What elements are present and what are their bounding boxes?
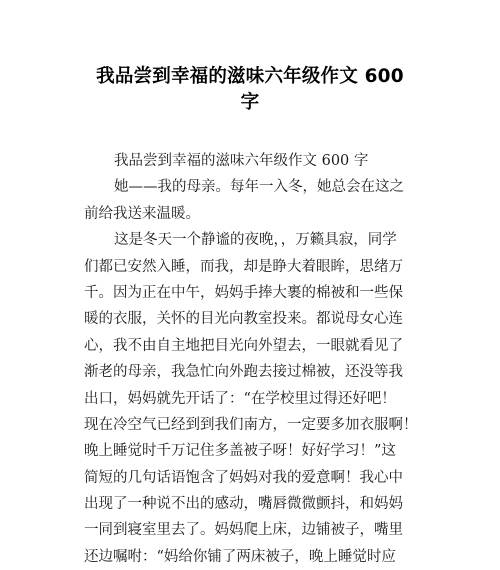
body-line: 我品尝到幸福的滋味六年级作文 600 字 bbox=[114, 153, 369, 169]
body-line: 晚上睡觉时千万记住多盖被子呀！好好学习！”这 bbox=[84, 443, 396, 460]
article-body bbox=[84, 148, 420, 570]
body-line: 出现了一种说不出的感动，嘴唇微微颤抖，和妈妈 bbox=[84, 496, 403, 513]
body-line: 现在冷空气已经到到我们南方，一定要多加衣服啊！ bbox=[84, 416, 418, 433]
body-line: 一同到寝室里去了。妈妈爬上床，边铺被子，嘴里 bbox=[84, 522, 403, 539]
body-line: 心，我不由自主地把目光向外望去，一眼就看见了 bbox=[84, 337, 403, 354]
title-line: 字 bbox=[240, 92, 260, 114]
article-title bbox=[60, 62, 440, 115]
body-line: 简短的几句话语饱含了妈妈对我的爱意啊！我心中 bbox=[84, 469, 403, 486]
body-line: 前给我送来温暖。 bbox=[84, 205, 200, 222]
body-line: 千。因为正在中午，妈妈手捧大裹的棉被和一些保 bbox=[84, 284, 403, 301]
body-line: 出口，妈妈就先开话了：“在学校里过得还好吧！ bbox=[84, 390, 396, 407]
body-line: 们都已安然入睡，而我，却是睁大着眼眸，思绪万 bbox=[84, 258, 403, 275]
body-line: 这是冬天一个静谧的夜晚，，万籁具寂，同学 bbox=[114, 232, 397, 249]
title-line: 我品尝到幸福的滋味六年级作文 600 bbox=[96, 66, 404, 87]
body-line: 渐老的母亲，我急忙向外跑去接过棉被，还没等我 bbox=[84, 364, 403, 381]
body-line: 她——我的母亲。每年一入冬，她总会在这之 bbox=[114, 179, 404, 196]
body-line: 还边嘱咐：“妈给你铺了两床被子，晚上睡觉时应 bbox=[84, 548, 396, 565]
body-line: 暖的衣服，关怀的目光向教室投来。都说母女心连 bbox=[84, 311, 403, 328]
